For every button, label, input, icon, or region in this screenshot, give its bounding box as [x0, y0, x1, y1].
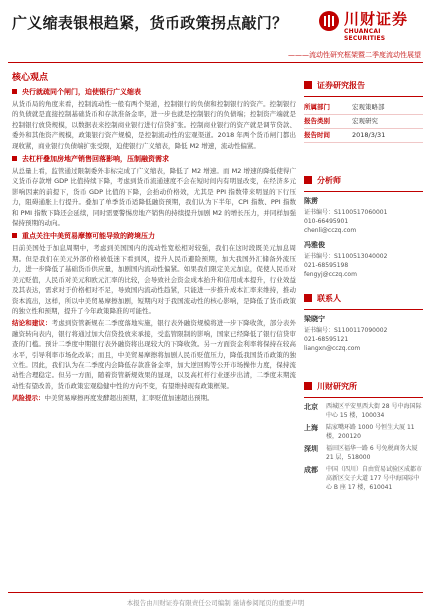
analyst-header: 分析师	[304, 173, 423, 187]
square-icon	[304, 176, 312, 184]
report-subtitle: ———流动性研究框架暨二季度流动性展望	[288, 51, 421, 59]
contact-card: 梁晓宁 证书编号：S1100117090002 021-68595121 liangxn@cczq.com	[304, 314, 423, 353]
bullet-icon	[12, 233, 17, 238]
footer-divider	[8, 592, 423, 593]
divider	[304, 397, 423, 398]
point-paragraph: 从货币局的角度来看，控制流动性一般有两个渠道，控制银行的负债和控制银行的资产。控制银行的负债就是直接控制基础货币和存款准备金率，进一步也就是控制银行的负债端；控制资产端就是控制银行放贷规模，以数据表来控制商业银行进行信贷扩张。控制商业银行的资产就是调节贷款、委外和其他资产规模，政策银行资产规模，是控制流动性的宏观渠道。2018 年两个货币闸门都出现收紧，商业银行负债端扩张受限，迫使银行广义缩表，降低 M2 增速，流动性偏紧。	[12, 100, 296, 150]
office-header: 川财研究所	[304, 379, 423, 393]
point-block	[12, 393, 296, 403]
divider	[304, 191, 423, 192]
square-icon	[304, 81, 312, 89]
divider	[304, 142, 423, 143]
logo-text-en: CHUANCAI SECURITIES	[344, 28, 386, 42]
email-link[interactable]: chenli@cczq.com	[304, 227, 357, 234]
company-logo	[318, 8, 422, 42]
point-block	[12, 318, 296, 391]
point-paragraph: 结论和建议：考虑到资管新规在二季度落地实施，银行表外融资规模将进一步下降收敛，部分表外融资转向表内，银行将通过加大信贷投放来承接，受监管限制的影响，国家已经降低了银行信贷审查的门槛。预计二季度中期银行表外融资将出现较大的下降收敛。另一方面资金利率将保持在较高水平，引导利率市场化改革；而且，中美贸易摩擦将加剧人民币贬值压力，降低我国货币政策的独立性。因此，我们认为在二季度内会降低存款准备金率，加大逆回购等公开市场操作力度，保持流动性合理稳定。但另一方面，随着资管新规效果的显现，以及高杠杆行业逐步出清，二季度末期流动性有望改善，货币政策宏观稳健中性的方向不变，有望维持现有政策框架。	[12, 319, 297, 390]
info-row: 报告时间 2018/3/31	[304, 131, 386, 139]
point-paragraph: 从总量上看，监管通过限制委外非标完成了广义缩表，降低了 M2 增速。而 M2 增速的降低使得广义货币存款增 GDP 比值持续下降，考虑到货币流通速度不会在短时间内有明显改变，在经济多元影响因素的前提下，货币 GDP 比值的下降，会抬动价格效，尤其是 PPI 指数带来明显的下行压力，阻碍通胀上行提升。叠加了单季货币适降低融资预期，我们认为下半年，CPI 指数、PPI 指数和 PMI 指数下降还会延续，同时需要警惕房地产销售的持续提升加剧 M2 的增长压力，并同样加强保持预期的动向。	[12, 167, 296, 228]
logo-mark-icon	[318, 10, 340, 32]
point-label: 央行就疏同个闸门，迫使银行广义缩表	[12, 87, 296, 97]
office-address: 成都 中国（四川）自由贸易试验区成都市高新区交子大道 177 号中海国际中心 B 座 17 楼，610041	[304, 466, 423, 491]
contact-header: 联系人	[304, 291, 423, 305]
email-link[interactable]: liangxn@cczq.com	[304, 345, 361, 352]
sidebar	[304, 78, 423, 495]
point-block	[12, 231, 296, 316]
bullet-icon	[12, 89, 17, 94]
point-block	[12, 154, 296, 228]
point-label: 风险提示：	[12, 394, 45, 403]
analyst-card: 冯雅俊 证书编号：S1100513040002 021-68595198 fengyj@cczq.com	[304, 240, 423, 279]
square-icon	[304, 382, 312, 390]
office-address: 上海 陆家嘴环路 1000 号恒生大厦 11 楼，200120	[304, 424, 415, 440]
logo-text-cn: 川财证券	[344, 10, 409, 28]
divider	[304, 96, 423, 97]
point-label: 结论和建议：	[12, 319, 52, 328]
point-label: 重点关注中美贸易摩擦可能导致的跨境压力	[12, 231, 296, 241]
square-icon	[304, 294, 312, 302]
info-row: 报告类别 宏观研究	[304, 117, 378, 125]
point-paragraph: 风险提示：中美贸易摩擦再度发酵超出预期，汇率贬值加速超出预期。	[12, 394, 214, 403]
point-block	[12, 87, 296, 151]
info-row: 所属部门 宏观策略部	[304, 103, 385, 111]
main-content	[12, 70, 296, 406]
office-address: 北京 西城区平安里西大街 28 号中海国际中心 15 楼，100034	[304, 403, 422, 419]
point-paragraph: 目前美国处于加息周期中，考虑到美国国内的流动性宽松相对较强，我们在这时段既美元加息周期。但是我们在美元外部价格被低迷下看到风，提升人民币避险预期，加大我国外汇储备外流压力，进一步降低了基础货币供应量，加剧国内流动性偏紧。如果我们限定美元加息，促使人民币对美元贬值，人民币对美元和欧元汇率的比较，会导致社会资金成本抬升和信用成本提升，行业效益及其表达，需求对于价格相对不足，导致国内流动性趋紧，只能进一步推升成本汇率来维持，推动资本流出，这样，所以中美贸易摩擦加剧，短期内对于我国流动性的核心影响，是降低了货币政策的独立性和预期，提升了今年政策降准的可能性。	[12, 244, 296, 315]
office-address: 深圳 福田区福华一路 6 号免税商务大厦 21 层，518000	[304, 445, 418, 461]
email-link[interactable]: fengyj@cczq.com	[304, 271, 357, 278]
footer-disclaimer: 本报告由川财证券有限责任公司编制 谨请参阅尾页的重要声明	[126, 599, 305, 607]
analyst-card: 陈雳 证书编号：S1100517060001 010-66495901 chenli@cczq.com	[304, 196, 423, 235]
divider	[304, 309, 423, 310]
header-divider	[8, 62, 423, 63]
info-header: 证券研究报告	[304, 78, 423, 92]
point-label: 去杠杆叠加房地产销售回落影响，压制融资需求	[12, 154, 296, 164]
report-title: 广义缩表银根趋紧，货币政策拐点敲门？	[12, 14, 288, 32]
bullet-icon	[12, 156, 17, 161]
section-title: 核心观点	[12, 73, 49, 83]
